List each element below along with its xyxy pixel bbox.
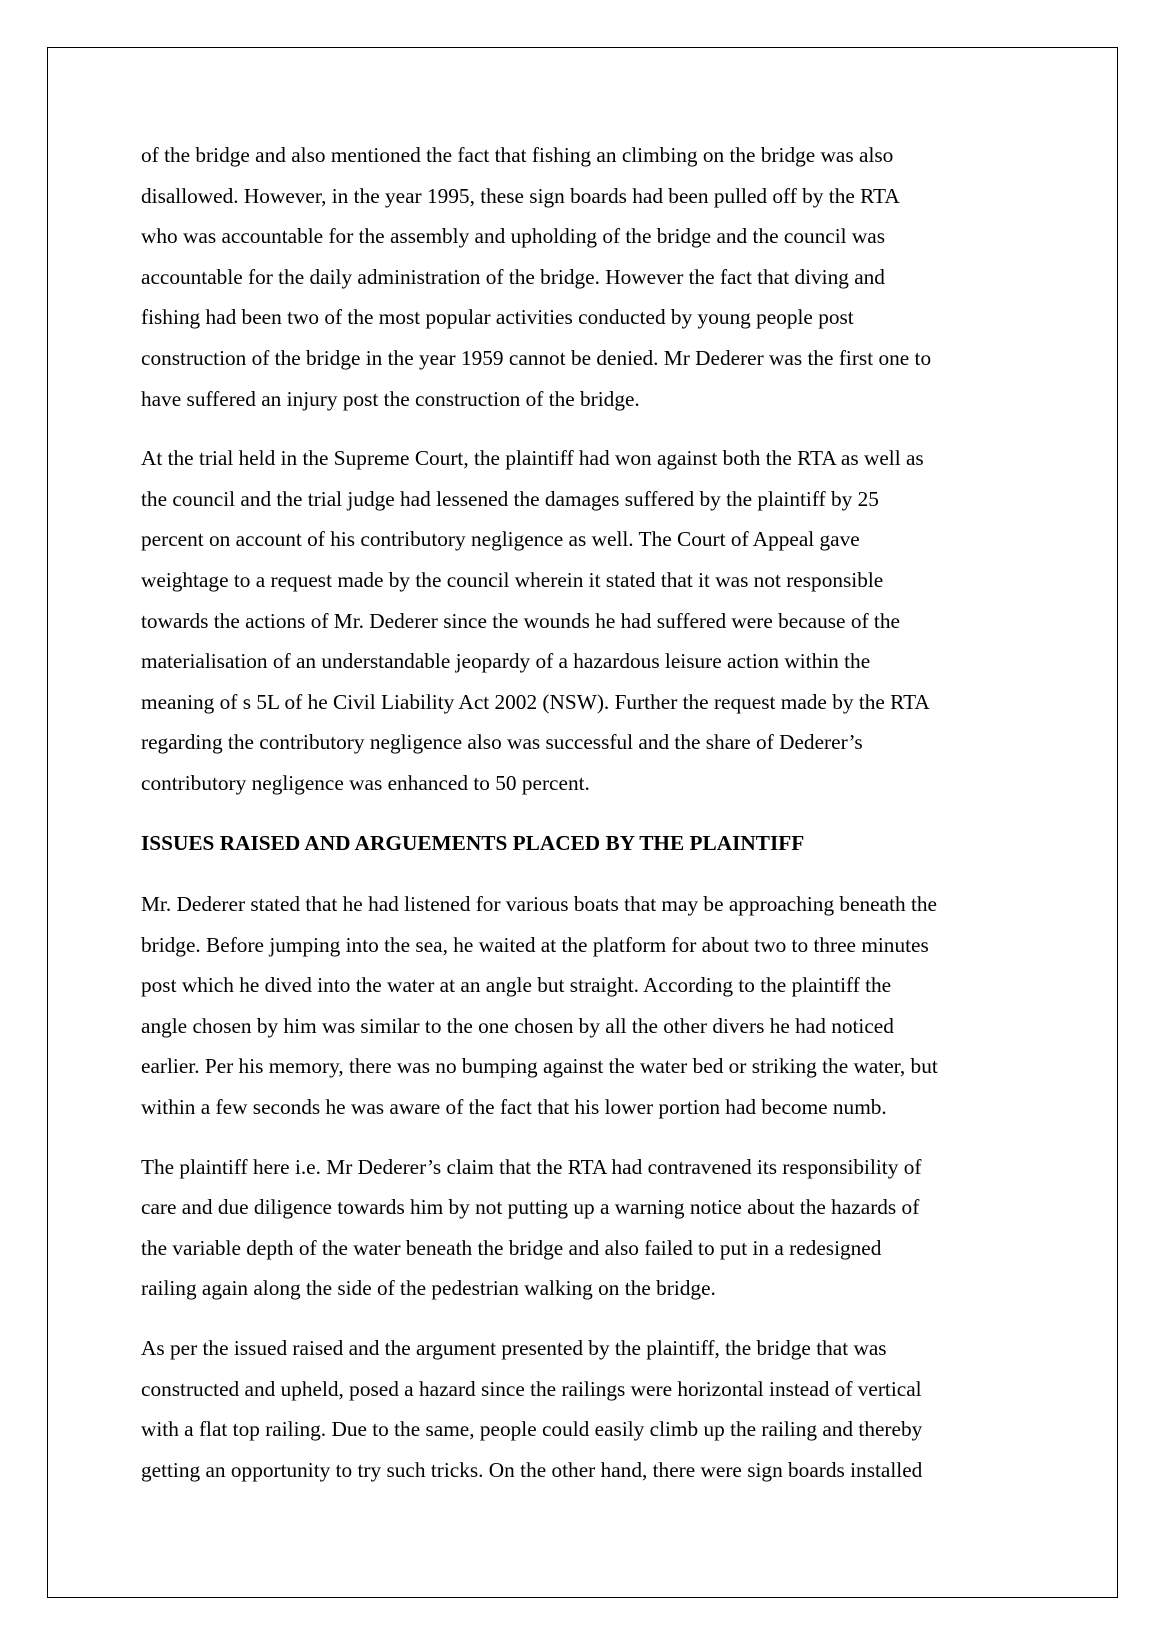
text-line: meaning of s 5L of he Civil Liability Act 2002 (NSW). Further the request made by the RTA [141,689,930,714]
paragraph [141,884,1036,1128]
section-before-heading [141,135,1036,804]
paragraph [141,438,1036,803]
section-after-heading [141,884,1036,1490]
text-line: Mr. Dederer stated that he had listened for various boats that may be approaching beneath the [141,892,937,917]
text-line: with a flat top railing. Due to the same, people could easily climb up the railing and thereby [141,1417,923,1442]
text-line: disallowed. However, in the year 1995, these sign boards had been pulled off by the RTA [141,183,900,208]
text-line: weightage to a request made by the council wherein it stated that it was not responsible [141,567,884,592]
text-line: fishing had been two of the most popular activities conducted by young people post [141,305,854,330]
text-line: regarding the contributory negligence also was successful and the share of Dederer’s [141,730,863,755]
text-line: accountable for the daily administration of the bridge. However the fact that diving and [141,264,885,289]
text-line: who was accountable for the assembly and upholding of the bridge and the council was [141,224,885,249]
text-line: of the bridge and also mentioned the fact that fishing an climbing on the bridge was also [141,143,894,167]
paragraph [141,1328,1036,1490]
text-line: percent on account of his contributory negligence as well. The Court of Appeal gave [141,527,860,552]
text-line: railing again along the side of the pedestrian walking on the bridge. [141,1276,716,1301]
paragraph [141,1147,1036,1309]
text-line: The plaintiff here i.e. Mr Dederer’s claim that the RTA had contravened its responsibility of [141,1154,922,1179]
text-line: towards the actions of Mr. Dederer since the wounds he had suffered were because of the [141,608,900,633]
text-line: bridge. Before jumping into the sea, he waited at the platform for about two to three minutes [141,932,929,957]
text-line: materialisation of an understandable jeopardy of a hazardous leisure action within the [141,649,871,674]
paragraph [141,135,1036,419]
text-line: construction of the bridge in the year 1959 cannot be denied. Mr Dederer was the first one to [141,345,932,370]
text-line: within a few seconds he was aware of the fact that his lower portion had become numb. [141,1095,887,1120]
text-line: care and due diligence towards him by not putting up a warning notice about the hazards of [141,1195,920,1220]
text-line: contributory negligence was enhanced to 50 percent. [141,770,590,795]
text-line: have suffered an injury post the construction of the bridge. [141,386,640,411]
text-line: As per the issued raised and the argument presented by the plaintiff, the bridge that was [141,1336,887,1361]
text-line: getting an opportunity to try such tricks. On the other hand, there were sign boards installed [141,1457,923,1482]
text-line: angle chosen by him was similar to the one chosen by all the other divers he had noticed [141,1013,894,1038]
text-line: constructed and upheld, posed a hazard since the railings were horizontal instead of vertical [141,1376,922,1401]
text-line: earlier. Per his memory, there was no bumping against the water bed or striking the water, but [141,1054,938,1079]
document-body [141,135,1036,1509]
text-line: the variable depth of the water beneath the bridge and also failed to put in a redesigned [141,1235,882,1260]
section-heading: ISSUES RAISED AND ARGUEMENTS PLACED BY THE PLAINTIFF [141,830,805,855]
text-line: post which he dived into the water at an angle but straight. According to the plaintiff the [141,973,892,998]
text-line: At the trial held in the Supreme Court, the plaintiff had won against both the RTA as well as [141,446,924,471]
text-line: the council and the trial judge had lessened the damages suffered by the plaintiff by 25 [141,486,879,511]
